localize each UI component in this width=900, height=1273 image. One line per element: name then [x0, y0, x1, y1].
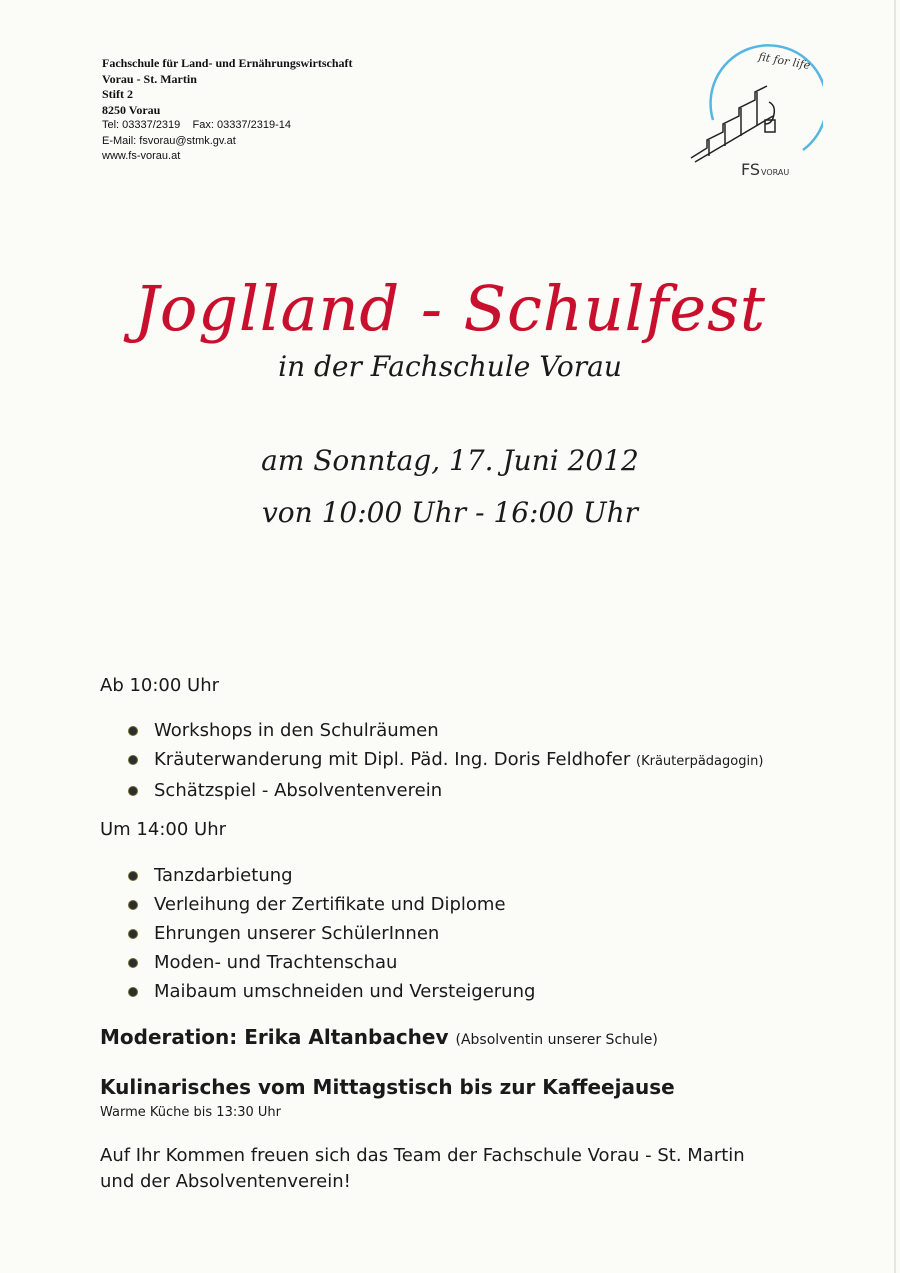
- bullet-icon: [128, 900, 138, 910]
- item-note: (Kräuterpädagogin): [636, 754, 764, 769]
- event-subtitle: in der Fachschule Vorau: [278, 350, 622, 383]
- list-item: Workshops in den Schulräumen: [128, 716, 763, 745]
- bullet-icon: [128, 786, 138, 796]
- bullet-icon: [128, 929, 138, 939]
- school-location: Vorau - St. Martin: [102, 71, 197, 86]
- event-title: Joglland - Schulfest: [134, 272, 766, 345]
- bullet-icon: [128, 871, 138, 881]
- list-item: Kräuterwanderung mit Dipl. Päd. Ing. Doris Feldhofer (Kräuterpädagogin): [128, 745, 763, 776]
- list-item: Verleihung der Zertifikate und Diplome: [128, 890, 535, 919]
- moderation-note: (Absolventin unserer Schule): [455, 1032, 658, 1048]
- list-item: Tanzdarbietung: [128, 861, 535, 890]
- program-heading-morning: Ab 10:00 Uhr: [100, 675, 220, 696]
- culinary-note: Warme Küche bis 13:30 Uhr: [100, 1105, 281, 1120]
- bullet-icon: [128, 958, 138, 968]
- culinary-heading: Kulinarisches vom Mittagstisch bis zur Kaffeejause: [100, 1075, 675, 1099]
- bullet-icon: [128, 726, 138, 736]
- list-item: Maibaum umschneiden und Versteigerung: [128, 977, 535, 1006]
- website-url: www.fs-vorau.at: [102, 150, 181, 162]
- logo-slogan: fit for life: [757, 50, 812, 73]
- afternoon-program-list: [128, 861, 535, 1006]
- program-heading-afternoon: Um 14:00 Uhr: [100, 819, 227, 840]
- list-item: Schätzspiel - Absolventenverein: [128, 776, 763, 805]
- school-name: Fachschule für Land- und Ernährungswirtschaft: [102, 56, 353, 70]
- logo-mark: FS: [741, 160, 761, 179]
- postal-address: 8250 Vorau: [102, 102, 161, 117]
- moderation-label: Moderation: Erika Altanbachev: [100, 1025, 449, 1049]
- bullet-icon: [128, 755, 138, 765]
- email-address: E-Mail: fsvorau@stmk.gv.at: [102, 134, 236, 147]
- event-time: von 10:00 Uhr - 16:00 Uhr: [261, 496, 639, 529]
- stairs-icon: [691, 86, 775, 162]
- list-item: Moden- und Trachtenschau: [128, 948, 535, 977]
- list-item: Ehrungen unserer SchülerInnen: [128, 919, 535, 948]
- event-date: am Sonntag, 17. Juni 2012: [261, 444, 639, 477]
- moderation-line: [100, 1025, 658, 1049]
- bullet-icon: [128, 987, 138, 997]
- street-address: Stift 2: [102, 87, 133, 101]
- scan-edge: [894, 0, 896, 1273]
- closing-line-2: und der Absolventenverein!: [100, 1171, 351, 1192]
- closing-message: [100, 1143, 820, 1195]
- logo-place: VORAU: [761, 168, 790, 177]
- school-logo: [683, 40, 823, 190]
- school-address: [102, 56, 353, 165]
- phone-fax: Tel: 03337/2319 Fax: 03337/2319-14: [102, 119, 291, 131]
- morning-program-list: [128, 716, 763, 805]
- closing-line-1: Auf Ihr Kommen freuen sich das Team der Fachschule Vorau - St. Martin: [100, 1145, 745, 1166]
